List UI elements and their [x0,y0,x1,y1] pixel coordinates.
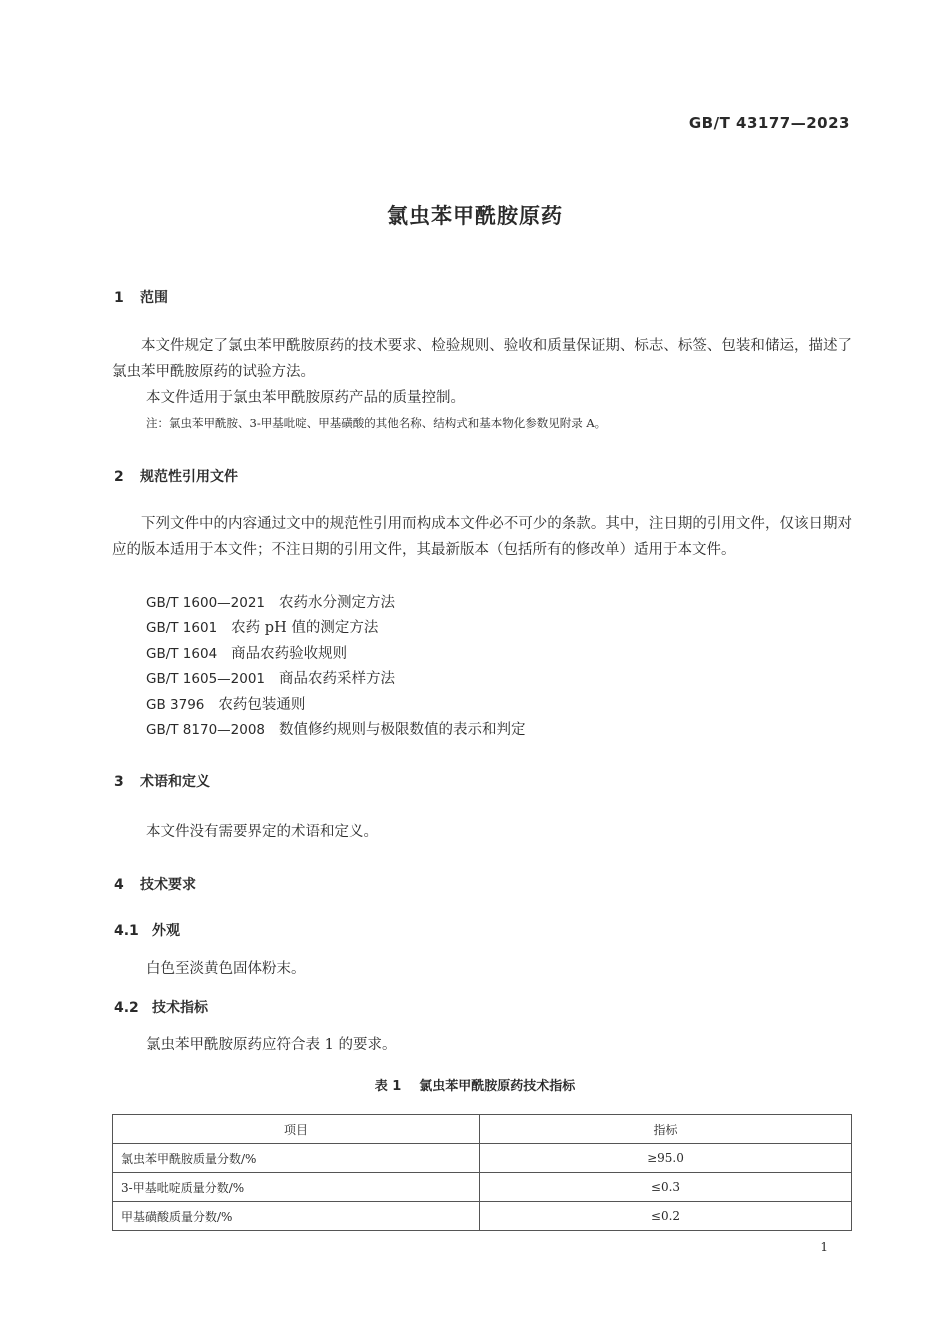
reference-code: GB/T 8170—2008 [146,722,266,738]
page-number: 1 [820,1240,828,1254]
table-caption-number: 表 1 [374,1079,402,1094]
standard-code: GB/T 43177—2023 [688,114,850,132]
table-header-cell: 项目 [113,1115,480,1144]
section-number: 4 [114,877,124,893]
reference-code: GB/T 1604 [146,646,218,662]
reference-name: 商品农药验收规则 [231,646,348,662]
section-number: 3 [114,774,124,790]
table-cell-value: ≤0.2 [480,1202,852,1231]
table-caption-title: 氯虫苯甲酰胺原药技术指标 [419,1079,576,1094]
indicators-text: 氯虫苯甲酰胺原药应符合表 1 的要求。 [146,1037,397,1053]
scope-paragraph-2: 本文件适用于氯虫苯甲酰胺原药产品的质量控制。 [146,390,465,406]
scope-paragraph-1: 本文件规定了氯虫苯甲酰胺原药的技术要求、检验规则、验收和质量保证期、标志、标签、包装和储运，描述了氯虫苯甲酰胺原药的试验方法。 [112,338,852,380]
section-4-heading [114,874,196,894]
reference-code: GB 3796 [146,697,205,713]
table-cell-item: 氯虫苯甲酰胺质量分数/% [113,1144,480,1173]
section-title: 技术要求 [140,877,196,893]
table-row [113,1202,852,1231]
table-row [113,1173,852,1202]
reference-name: 农药包装通则 [218,697,306,713]
appearance-text: 白色至淡黄色固体粉末。 [146,961,306,977]
section-3-heading [114,771,210,791]
section-number: 1 [114,290,124,306]
reference-item [146,718,526,739]
reference-item [146,591,395,612]
table-caption [0,1075,950,1094]
table-cell-item: 3-甲基吡啶质量分数/% [113,1173,480,1202]
section-2-heading [114,466,238,486]
section-title: 技术指标 [152,1000,208,1016]
section-title: 术语和定义 [140,774,210,790]
reference-code: GB/T 1600—2021 [146,595,266,611]
table-header-cell: 指标 [480,1115,852,1144]
section-number: 2 [114,469,124,485]
section-title: 范围 [140,290,168,306]
section-title: 规范性引用文件 [140,469,238,485]
reference-name: 农药水分测定方法 [279,595,396,611]
section-title: 外观 [152,923,180,939]
document-title: 氯虫苯甲酰胺原药 [387,204,563,228]
reference-name: 商品农药采样方法 [279,671,396,687]
section-1-heading [114,287,168,307]
table-row [113,1144,852,1173]
normative-intro: 下列文件中的内容通过文中的规范性引用而构成本文件必不可少的条款。其中，注日期的引用文件，仅该日期对应的版本适用于本文件；不注日期的引用文件，其最新版本（包括所有的修改单）适用于本文件。 [112,516,852,558]
scope-note: 注：氯虫苯甲酰胺、3-甲基吡啶、甲基磺酸的其他名称、结构式和基本物化参数见附录 A。 [146,416,607,430]
table-cell-value: ≤0.3 [480,1173,852,1202]
section-4-2-heading [114,997,208,1017]
reference-code: GB/T 1605—2001 [146,671,266,687]
reference-name: 数值修约规则与极限数值的表示和判定 [279,722,526,738]
table-cell-value: ≥95.0 [480,1144,852,1173]
reference-code: GB/T 1601 [146,620,218,636]
reference-item [146,616,378,637]
reference-item [146,642,347,663]
reference-item [146,693,305,714]
reference-name: 农药 pH 值的测定方法 [231,620,379,636]
section-4-1-heading [114,920,180,940]
reference-item [146,667,395,688]
table-header-row [113,1115,852,1144]
table-cell-item: 甲基磺酸质量分数/% [113,1202,480,1231]
spec-table [112,1114,852,1231]
section-number: 4.2 [114,1000,139,1016]
section-number: 4.1 [114,923,139,939]
terms-paragraph: 本文件没有需要界定的术语和定义。 [146,824,378,840]
